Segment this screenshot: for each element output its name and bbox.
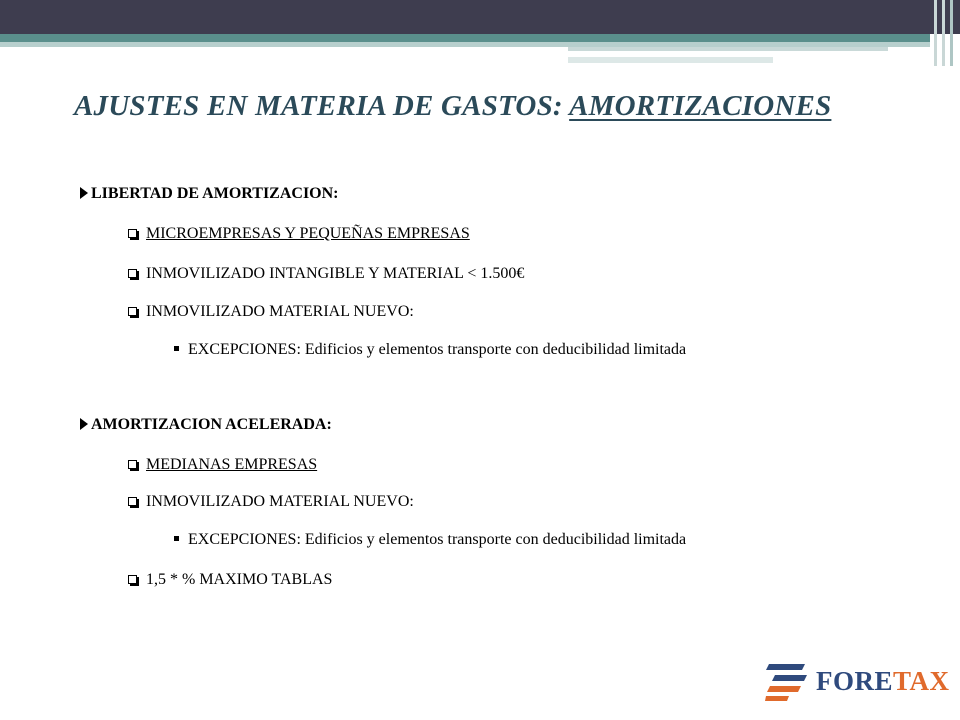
- square-bullet-icon: [174, 346, 179, 351]
- list-item: INMOVILIZADO MATERIAL NUEVO:: [128, 492, 414, 512]
- list-item: MEDIANAS EMPRESAS: [128, 455, 317, 475]
- top-banner: [0, 0, 960, 34]
- section-heading: LIBERTAD DE AMORTIZACION:: [80, 184, 339, 204]
- decorative-stripe: [0, 34, 930, 42]
- list-item: MICROEMPRESAS Y PEQUEÑAS EMPRESAS: [128, 224, 470, 244]
- corner-decoration: [950, 0, 953, 66]
- checkbox-bullet-icon: [128, 460, 137, 469]
- checkbox-bullet-icon: [128, 497, 137, 506]
- slide-title: [74, 90, 914, 123]
- title-prefix: AJUSTES EN MATERIA DE GASTOS:: [74, 90, 570, 122]
- decorative-stripe: [568, 57, 773, 63]
- list-item: INMOVILIZADO INTANGIBLE Y MATERIAL < 1.500€: [128, 264, 524, 284]
- arrow-bullet-icon: [80, 187, 88, 199]
- title-underlined: AMORTIZACIONES: [569, 90, 832, 122]
- square-bullet-icon: [174, 536, 179, 541]
- corner-decoration: [942, 0, 945, 66]
- checkbox-bullet-icon: [128, 269, 137, 278]
- corner-decoration: [934, 0, 937, 66]
- sub-list-item: EXCEPCIONES: Edificios y elementos transporte con deducibilidad limitada: [174, 340, 686, 360]
- foretax-logo-text: FORETAX: [816, 666, 950, 696]
- checkbox-bullet-icon: [128, 575, 137, 584]
- arrow-bullet-icon: [80, 418, 88, 430]
- checkbox-bullet-icon: [128, 229, 137, 238]
- sub-list-item: EXCEPCIONES: Edificios y elementos transporte con deducibilidad limitada: [174, 530, 686, 550]
- list-item: INMOVILIZADO MATERIAL NUEVO:: [128, 302, 414, 322]
- foretax-logo: [765, 660, 950, 702]
- list-item: 1,5 * % MAXIMO TABLAS: [128, 570, 332, 590]
- foretax-logo-icon: [765, 660, 807, 702]
- section-heading: AMORTIZACION ACELERADA:: [80, 415, 332, 435]
- decorative-stripe: [568, 47, 888, 51]
- checkbox-bullet-icon: [128, 307, 137, 316]
